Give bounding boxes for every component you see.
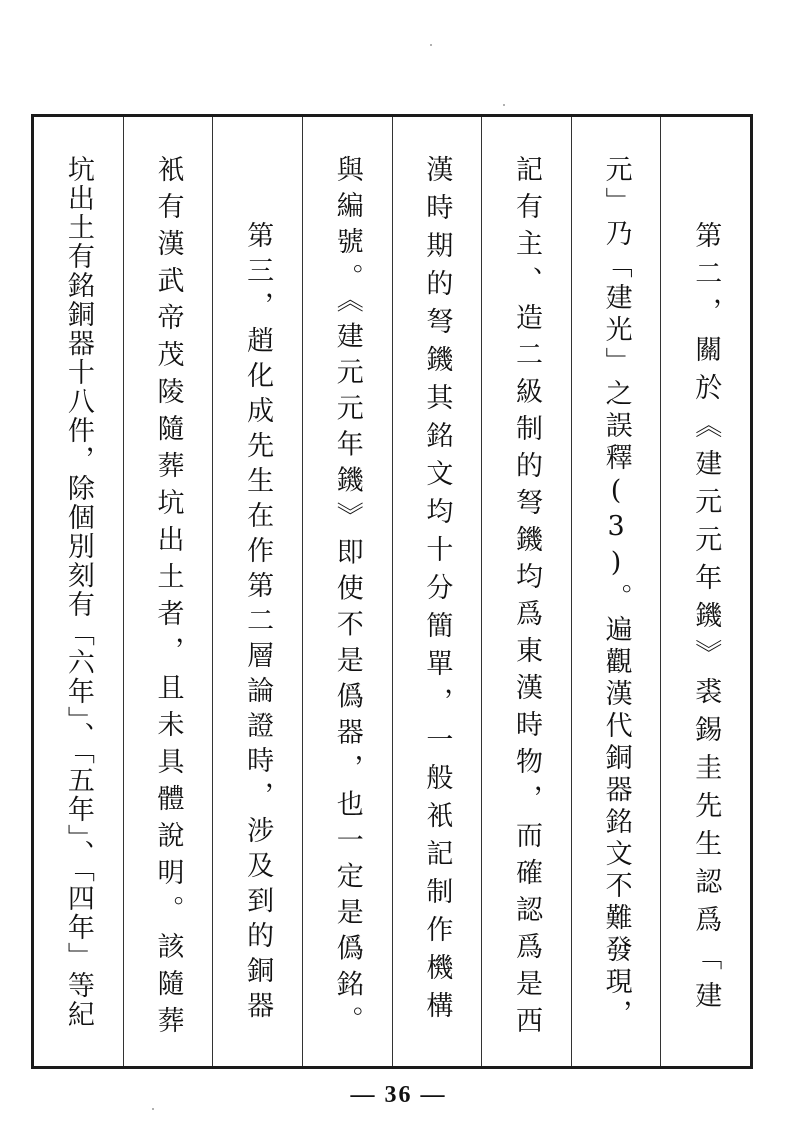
text-column-1 — [660, 117, 750, 1066]
column-text: 與編號。《建元元年鐖》即使不是僞器，也一定是僞銘。 — [331, 155, 363, 1042]
text-column-5 — [302, 117, 392, 1066]
text-columns — [34, 117, 750, 1066]
column-text: 元」乃「建光」之誤釋(3)。遍觀漢代銅器銘文不難發現， — [600, 155, 632, 1031]
column-text: 漢時期的弩鐖其銘文均十分簡單，一般衹記制作機構 — [421, 155, 453, 1029]
scan-speck — [152, 1108, 154, 1110]
page-number: — 36 — — [350, 1082, 447, 1108]
column-text: 記有主、造二級制的弩鐖均爲東漢時物，而確認爲是西 — [510, 155, 542, 1043]
text-column-7 — [123, 117, 213, 1066]
page-frame — [31, 114, 753, 1069]
column-text: 衹有漢武帝茂陵隨葬坑出土者，且未具體說明。該隨葬 — [152, 155, 184, 1043]
text-column-8 — [34, 117, 123, 1066]
column-text: 坑出土有銘銅器十八件，除個別刻有「六年」、「五年」、「四年」等紀 — [62, 155, 94, 1029]
text-column-3 — [481, 117, 571, 1066]
scan-speck — [503, 104, 505, 106]
text-column-4 — [392, 117, 482, 1066]
column-text: 第三，趙化成先生在作第二層論證時，涉及到的銅器 — [242, 221, 274, 1026]
text-column-6 — [212, 117, 302, 1066]
column-text: 第二，關於《建元元年鐖》裘錫圭先生認爲「建 — [690, 221, 722, 1019]
text-column-2 — [571, 117, 661, 1066]
scan-speck — [430, 44, 432, 46]
